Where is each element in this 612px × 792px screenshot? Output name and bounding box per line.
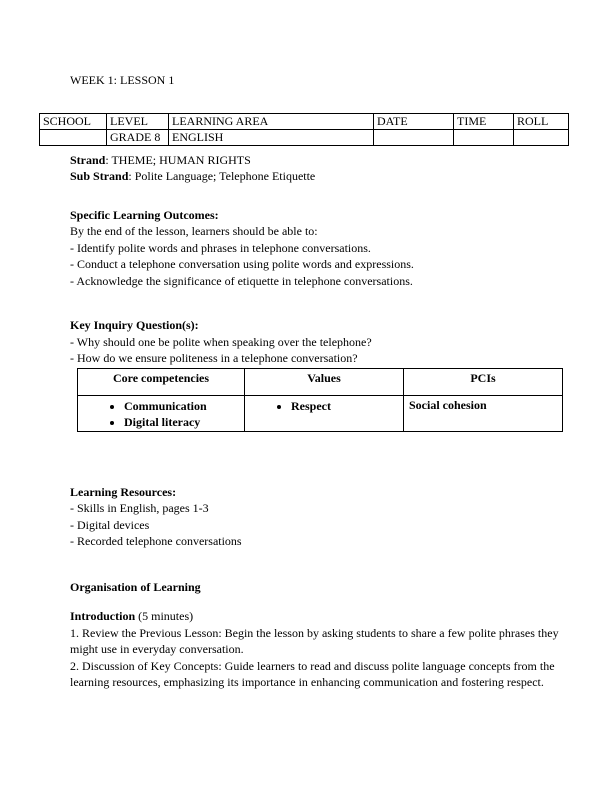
competency-table-body-row	[78, 395, 563, 431]
value-item: • Respect	[291, 398, 403, 415]
competency-table	[77, 368, 563, 432]
info-header-level: LEVEL	[107, 113, 169, 129]
resource-item: - Skills in English, pages 1-3	[70, 501, 209, 515]
lesson-info-table	[39, 113, 569, 146]
core-competencies-list	[78, 398, 244, 431]
info-value-date	[374, 129, 454, 145]
pcis-cell: Social cohesion	[404, 395, 563, 431]
key-inquiry-heading: Key Inquiry Question(s):	[70, 318, 199, 332]
resource-item: - Digital devices	[70, 517, 150, 532]
strand-line	[70, 152, 577, 169]
sub-strand-line	[70, 168, 577, 185]
strand-block	[70, 152, 577, 185]
key-inquiry-question: - How do we ensure politeness in a telephone conversation?	[70, 351, 358, 365]
key-inquiry-section	[70, 317, 577, 367]
info-table-value-row	[40, 129, 569, 145]
introduction-section	[70, 608, 577, 691]
info-value-level: GRADE 8	[107, 129, 169, 145]
competency-header-core: Core competencies	[78, 368, 245, 395]
sub-strand-value: : Polite Language; Telephone Etiquette	[128, 169, 316, 183]
info-value-learning-area: ENGLISH	[169, 129, 374, 145]
info-header-learning-area: LEARNING AREA	[169, 113, 374, 129]
strand-value: : THEME; HUMAN RIGHTS	[105, 152, 251, 167]
page-title: WEEK 1: LESSON 1	[70, 73, 175, 87]
info-value-time	[454, 129, 514, 145]
info-value-roll	[514, 129, 569, 145]
introduction-heading-line	[70, 608, 577, 625]
info-header-date: DATE	[374, 113, 454, 129]
competency-header-pcis: PCIs	[404, 368, 563, 395]
competency-table-header-row	[78, 368, 563, 395]
learning-resources-heading: Learning Resources:	[70, 484, 177, 499]
resource-item: - Recorded telephone conversations	[70, 534, 242, 548]
info-header-roll: ROLL	[514, 113, 569, 129]
introduction-duration: (5 minutes)	[135, 609, 194, 623]
info-value-school	[40, 129, 107, 145]
values-list	[245, 398, 403, 415]
outcomes-heading: Specific Learning Outcomes:	[70, 207, 219, 222]
core-competency-item: • Communication	[124, 398, 244, 415]
learning-resources-section	[70, 484, 577, 550]
introduction-heading: Introduction	[70, 609, 136, 623]
introduction-paragraph: 2. Discussion of Key Concepts: Guide learners to read and discuss polite language concepts from the learning resources, emphasizing its importance in enhancing communication and fostering respect.	[70, 658, 555, 689]
introduction-paragraph: 1. Review the Previous Lesson: Begin the lesson by asking students to share a few polite phrases they might use in everyday conversation.	[70, 625, 559, 656]
outcome-item: - Acknowledge the significance of etiquette in telephone conversations.	[70, 273, 413, 288]
core-competency-item: • Digital literacy	[124, 414, 244, 431]
outcome-item: - Identify polite words and phrases in telephone conversations.	[70, 240, 371, 255]
outcomes-intro: By the end of the lesson, learners should be able to:	[70, 224, 318, 238]
values-cell	[245, 395, 404, 431]
strand-label: Strand	[70, 152, 106, 167]
organisation-heading: Organisation of Learning	[70, 579, 201, 594]
info-header-school: SCHOOL	[40, 113, 107, 129]
info-table-header-row	[40, 113, 569, 129]
sub-strand-label: Sub Strand	[70, 169, 129, 183]
outcomes-section	[70, 207, 577, 290]
core-competencies-cell	[78, 395, 245, 431]
outcome-item: - Conduct a telephone conversation using polite words and expressions.	[70, 257, 414, 271]
competency-header-values: Values	[245, 368, 404, 395]
key-inquiry-question: - Why should one be polite when speaking over the telephone?	[70, 334, 372, 349]
info-header-time: TIME	[454, 113, 514, 129]
